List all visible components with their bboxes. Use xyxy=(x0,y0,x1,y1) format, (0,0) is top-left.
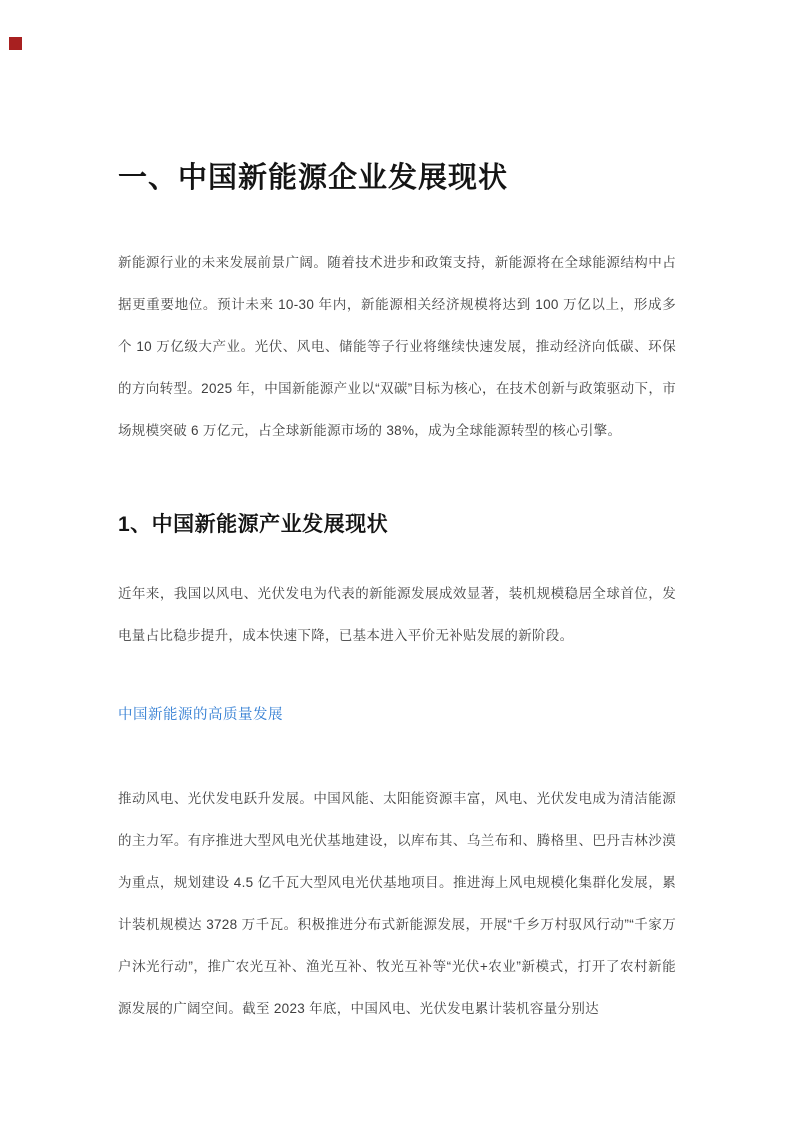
section-heading: 一、中国新能源企业发展现状 xyxy=(118,162,509,194)
page-corner-marker xyxy=(9,37,22,50)
subsection-heading: 1、中国新能源产业发展现状 xyxy=(118,513,389,536)
document-content xyxy=(118,0,676,1030)
detail-paragraph: 推动风电、光伏发电跃升发展。中国风能、太阳能资源丰富，风电、光伏发电成为清洁能源的主力军。有序推进大型风电光伏基地建设，以库布其、乌兰布和、腾格里、巴丹吉林沙漠为重点，规划建设 4.5 亿千瓦大型风电光伏基地项目。推进海上风电规模化集群化发展，累计装机规模达 3728 万千瓦。积极推进分布式新能源发展，开展“千乡万村驭风行动”“千家万户沐光行动”，推广农光互补、渔光互补、牧光互补等“光伏+农业”新模式，打开了农村新能源发展的广阔空间。截至 2023 年底，中国风电、光伏发电累计装机容量分别达 xyxy=(118,791,676,1016)
topic-link[interactable]: 中国新能源的高质量发展 xyxy=(118,707,283,723)
intro-paragraph: 新能源行业的未来发展前景广阔。随着技术进步和政策支持，新能源将在全球能源结构中占据更重要地位。预计未来 10-30 年内，新能源相关经济规模将达到 100 万亿以上，形成多个 10 万亿级大产业。光伏、风电、储能等子行业将继续快速发展，推动经济向低碳、环保的方向转型。2025 年，中国新能源产业以“双碳”目标为核心，在技术创新与政策驱动下，市场规模突破 6 万亿元，占全球新能源市场的 38%，成为全球能源转型的核心引擎。 xyxy=(118,255,676,438)
overview-paragraph: 近年来，我国以风电、光伏发电为代表的新能源发展成效显著，装机规模稳居全球首位，发电量占比稳步提升，成本快速下降，已基本进入平价无补贴发展的新阶段。 xyxy=(118,586,676,643)
